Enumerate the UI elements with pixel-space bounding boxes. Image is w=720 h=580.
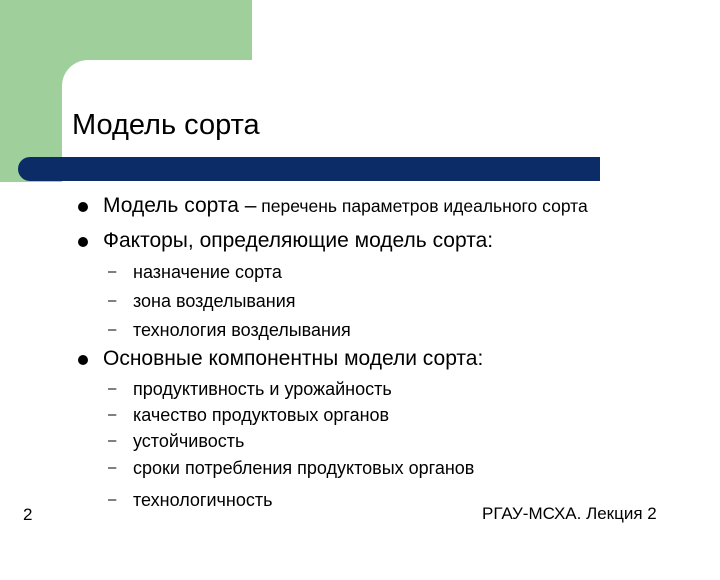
bullet-dot: [78, 355, 88, 365]
bullet-dot: [78, 202, 88, 212]
dash-marker: –: [108, 432, 117, 449]
bullet-factors-colon: :: [487, 229, 494, 252]
bullet-components-colon: :: [477, 347, 484, 370]
bullet-dot: [78, 237, 88, 247]
dash-marker: –: [108, 406, 117, 423]
footer-text: РГАУ-МСХА. Лекция 2: [482, 504, 657, 523]
bullet-factors-bold: Факторы, определяющие модель сорта: [103, 229, 488, 252]
slide-title: Модель сорта: [72, 109, 260, 141]
dash-marker: –: [108, 292, 117, 309]
dash-marker: –: [108, 459, 117, 476]
bullet-definition-text: перечень параметров идеального сорта: [256, 196, 588, 216]
bullet-definition-bold: Модель сорта –: [103, 194, 257, 217]
component-item: качество продуктовых органов: [133, 405, 390, 425]
factor-item: технология возделывания: [133, 320, 351, 340]
dash-marker: –: [108, 491, 117, 508]
factor-item: назначение сорта: [133, 262, 282, 282]
component-item: сроки потребления продуктовых органов: [133, 458, 475, 478]
component-item: устойчивость: [133, 431, 245, 451]
page-number: 2: [23, 505, 33, 524]
bullet-factors: [103, 228, 493, 254]
component-item: технологичность: [133, 490, 273, 510]
bullet-definition: [103, 193, 588, 219]
title-underline-bar: [18, 157, 600, 181]
bullet-components-bold: Основные компонентны модели сорта: [103, 347, 478, 370]
factor-item: зона возделывания: [133, 291, 296, 311]
dash-marker: –: [108, 263, 117, 280]
bullet-components: [103, 346, 483, 372]
component-item: продуктивность и урожайность: [133, 379, 392, 399]
dash-marker: –: [108, 380, 117, 397]
dash-marker: –: [108, 321, 117, 338]
